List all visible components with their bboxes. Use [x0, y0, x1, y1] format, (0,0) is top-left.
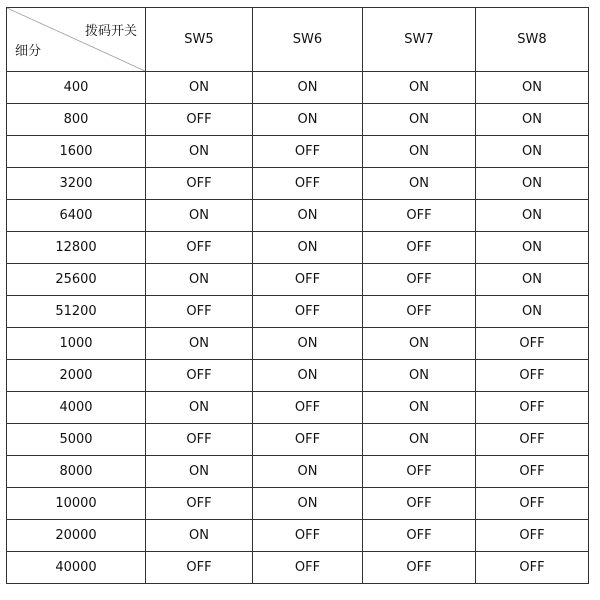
switch-state-cell: ON	[146, 72, 253, 104]
switch-state-cell: ON	[253, 200, 363, 232]
switch-state-cell: OFF	[146, 488, 253, 520]
switch-state-cell: OFF	[253, 392, 363, 424]
table-row	[7, 72, 589, 104]
subdivision-cell: 10000	[7, 488, 146, 520]
switch-state-cell: OFF	[476, 328, 589, 360]
table-row	[7, 328, 589, 360]
switch-state-cell: ON	[363, 168, 476, 200]
table-body	[7, 72, 589, 584]
table-row	[7, 552, 589, 584]
switch-state-cell: ON	[476, 264, 589, 296]
column-header-sw5: SW5	[146, 8, 253, 72]
switch-state-cell: OFF	[476, 424, 589, 456]
table-row	[7, 232, 589, 264]
switch-state-cell: OFF	[253, 168, 363, 200]
switch-state-cell: ON	[146, 392, 253, 424]
switch-state-cell: ON	[253, 456, 363, 488]
table-row	[7, 104, 589, 136]
subdivision-cell: 1000	[7, 328, 146, 360]
switch-state-cell: ON	[253, 72, 363, 104]
switch-state-cell: OFF	[146, 552, 253, 584]
dip-switch-table	[6, 7, 589, 584]
switch-state-cell: ON	[363, 104, 476, 136]
switch-state-cell: OFF	[146, 168, 253, 200]
switch-state-cell: ON	[146, 200, 253, 232]
subdivision-cell: 8000	[7, 456, 146, 488]
dip-switch-header-label: 拨码开关	[84, 24, 137, 39]
switch-state-cell: ON	[363, 328, 476, 360]
subdivision-header-label: 细分	[15, 44, 42, 59]
switch-state-cell: ON	[476, 168, 589, 200]
header-row	[7, 8, 589, 72]
switch-state-cell: ON	[476, 232, 589, 264]
subdivision-cell: 3200	[7, 168, 146, 200]
switch-state-cell: OFF	[253, 136, 363, 168]
subdivision-cell: 6400	[7, 200, 146, 232]
subdivision-cell: 40000	[7, 552, 146, 584]
switch-state-cell: OFF	[363, 264, 476, 296]
switch-state-cell: OFF	[476, 520, 589, 552]
table-row	[7, 360, 589, 392]
switch-state-cell: ON	[476, 296, 589, 328]
switch-state-cell: OFF	[476, 488, 589, 520]
table-row	[7, 520, 589, 552]
switch-state-cell: ON	[363, 136, 476, 168]
switch-state-cell: OFF	[363, 200, 476, 232]
subdivision-cell: 1600	[7, 136, 146, 168]
switch-state-cell: OFF	[363, 552, 476, 584]
table-row	[7, 488, 589, 520]
subdivision-cell: 4000	[7, 392, 146, 424]
switch-state-cell: ON	[253, 104, 363, 136]
switch-state-cell: OFF	[146, 232, 253, 264]
switch-state-cell: ON	[363, 392, 476, 424]
switch-state-cell: ON	[363, 360, 476, 392]
table-row	[7, 264, 589, 296]
switch-state-cell: ON	[146, 328, 253, 360]
switch-state-cell: ON	[253, 360, 363, 392]
column-header-sw6: SW6	[253, 8, 363, 72]
corner-header-cell	[7, 8, 146, 72]
table-row	[7, 456, 589, 488]
switch-state-cell: ON	[476, 200, 589, 232]
switch-state-cell: OFF	[146, 424, 253, 456]
switch-state-cell: OFF	[146, 296, 253, 328]
column-header-sw7: SW7	[363, 8, 476, 72]
subdivision-cell: 12800	[7, 232, 146, 264]
switch-state-cell: OFF	[146, 360, 253, 392]
switch-state-cell: ON	[253, 328, 363, 360]
table-row	[7, 200, 589, 232]
switch-state-cell: OFF	[476, 456, 589, 488]
table-row	[7, 392, 589, 424]
switch-state-cell: ON	[146, 520, 253, 552]
subdivision-cell: 400	[7, 72, 146, 104]
table-row	[7, 296, 589, 328]
switch-state-cell: OFF	[363, 520, 476, 552]
column-header-sw8: SW8	[476, 8, 589, 72]
table-row	[7, 168, 589, 200]
switch-state-cell: ON	[363, 424, 476, 456]
switch-state-cell: ON	[146, 136, 253, 168]
switch-state-cell: ON	[253, 232, 363, 264]
subdivision-cell: 20000	[7, 520, 146, 552]
switch-state-cell: ON	[146, 456, 253, 488]
switch-state-cell: OFF	[253, 296, 363, 328]
switch-state-cell: ON	[476, 72, 589, 104]
switch-state-cell: OFF	[476, 552, 589, 584]
switch-state-cell: ON	[476, 104, 589, 136]
switch-state-cell: OFF	[253, 552, 363, 584]
switch-state-cell: OFF	[363, 296, 476, 328]
switch-state-cell: OFF	[363, 232, 476, 264]
switch-state-cell: OFF	[363, 488, 476, 520]
subdivision-cell: 800	[7, 104, 146, 136]
subdivision-cell: 51200	[7, 296, 146, 328]
table-row	[7, 424, 589, 456]
switch-state-cell: OFF	[476, 392, 589, 424]
table-row	[7, 136, 589, 168]
switch-state-cell: OFF	[146, 104, 253, 136]
switch-state-cell: ON	[476, 136, 589, 168]
switch-state-cell: OFF	[476, 360, 589, 392]
subdivision-cell: 2000	[7, 360, 146, 392]
switch-state-cell: ON	[363, 72, 476, 104]
switch-state-cell: OFF	[253, 520, 363, 552]
subdivision-cell: 5000	[7, 424, 146, 456]
switch-state-cell: ON	[253, 488, 363, 520]
switch-state-cell: ON	[146, 264, 253, 296]
switch-state-cell: OFF	[253, 264, 363, 296]
switch-state-cell: OFF	[253, 424, 363, 456]
subdivision-cell: 25600	[7, 264, 146, 296]
switch-state-cell: OFF	[363, 456, 476, 488]
